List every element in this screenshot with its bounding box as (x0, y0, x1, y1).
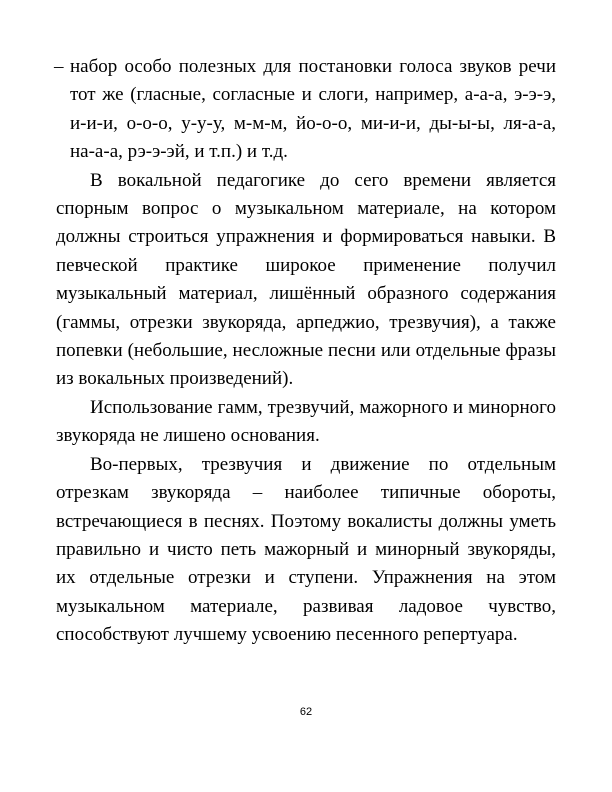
page-body (56, 53, 556, 650)
list-item (56, 53, 556, 167)
list-bullet: – (54, 56, 64, 77)
paragraph-vocal-pedagogy: В вокальной педагогике до сего времени является спорным вопрос о музыкальном материале, на котором должны строиться упражнения и формироваться навыки. В певческой практике широкое применение получил музыкальный материал, лишённый образного содержания (гаммы, отрезки звукоряда, арпеджио, трезвучия), а также попевки (небольшие, несложные песни или отдельные фразы из вокальных произведений). (56, 169, 556, 390)
paragraph-scales-usage: Использование гамм, трезвучий, мажорного и минорного звукоряда не лишено основания. (56, 396, 556, 447)
list-item-text: набор особо полезных для постановки голоса звуков речи тот же (гласные, согласные и слоги, например, а-а-а, э-э-э, и-и-и, о-о-о, у-у-у, м-м-м, йо-о-о, ми-и-и, ды-ы-ы, ля-а-а, на-а-а, рэ-э-эй, и т.п.) и т.д. (70, 56, 556, 163)
paragraph-firstly: Во-первых, трезвучия и движение по отдельным отрезкам звукоряда – наиболее типичные обороты, встречающиеся в песнях. Поэтому вокалисты должны уметь правильно и чисто петь мажорный и минорный звукоряды, их отдельные отрезки и ступени. Упражнения на этом музыкальном материале, развивая ладовое чувство, способствуют лучшему усвоению песенного репертуара. (56, 453, 556, 646)
page-number: 62 (299, 706, 313, 718)
